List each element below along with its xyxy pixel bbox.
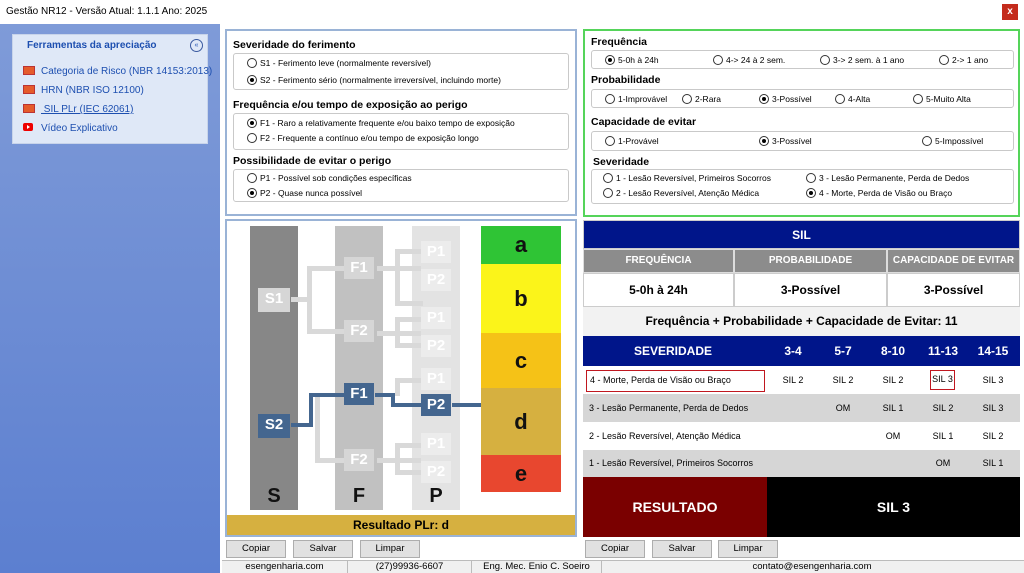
plr-clear-button[interactable]: Limpar <box>360 540 420 558</box>
path-s2 <box>291 423 311 427</box>
radio-icon <box>605 136 615 146</box>
radio-prob-1[interactable]: 1-Improvável <box>605 94 667 104</box>
col-14-15: 14-15 <box>977 344 1009 358</box>
link-s2-p1-h <box>395 378 423 383</box>
cell-3-3: SIL 1 <box>882 403 904 413</box>
row-label-4: 4 - Morte, Perda de Visão ou Braço <box>586 370 765 392</box>
radio-selected-icon <box>247 75 257 85</box>
radio-icon <box>605 94 615 104</box>
sum-line: Frequência + Probabilidade + Capacidade de Evitar: 11 <box>583 307 1020 336</box>
sil-avoid-title: Capacidade de evitar <box>591 116 697 128</box>
radio-prob-5[interactable]: 5-Muito Alta <box>913 94 971 104</box>
radio-icon <box>713 55 723 65</box>
node-p2-a: P2 <box>421 269 451 291</box>
radio-f1[interactable]: F1 - Raro a relativamente frequente e/ou baixo tempo de exposição <box>247 118 515 128</box>
level-d: d <box>481 388 561 455</box>
sidebar-item-hrn[interactable]: HRN (NBR ISO 12100) <box>23 85 144 99</box>
value-frequency: 5-0h à 24h <box>583 273 734 307</box>
cell-2-1 <box>768 422 818 450</box>
sidebar <box>0 24 220 573</box>
sil-clear-button[interactable]: Limpar <box>718 540 778 558</box>
plr-graph-panel <box>225 219 577 537</box>
col-11-13: 11-13 <box>927 344 959 358</box>
level-b: b <box>481 264 561 333</box>
radio-icon <box>247 173 257 183</box>
header-frequency: FREQUÊNCIA <box>583 249 734 273</box>
node-f2-lower: F2 <box>344 449 374 471</box>
cell-3-5: SIL 3 <box>982 403 1004 413</box>
radio-selected-icon <box>759 136 769 146</box>
cell-3-2: OM <box>835 403 851 413</box>
sidebar-item-risk-category[interactable]: Categoria de Risco (NBR 14153:2013) <box>23 66 212 80</box>
radio-icon <box>603 188 613 198</box>
sil-selection-panel <box>583 29 1020 217</box>
col-5-7: 5-7 <box>834 344 852 358</box>
radio-icon <box>682 94 692 104</box>
status-email: contato@esengenharia.com <box>752 561 872 572</box>
radio-icon <box>939 55 949 65</box>
sil-copy-button[interactable]: Copiar <box>585 540 645 558</box>
plr-selection-panel <box>225 29 577 216</box>
possibility-title: Possibilidade de evitar o perigo <box>233 155 392 167</box>
radio-icon <box>913 94 923 104</box>
sil-probability-title: Probabilidade <box>591 74 661 86</box>
row-label-1: 1 - Lesão Reversível, Primeiros Socorros <box>589 458 754 468</box>
plr-copy-button[interactable]: Copiar <box>226 540 286 558</box>
radio-f2[interactable]: F2 - Frequente a contínuo e/ou tempo de exposição longo <box>247 133 479 143</box>
node-p2-c: P2 <box>421 394 451 416</box>
link-s2-f2 <box>315 458 347 463</box>
link-s1-f1 <box>307 266 347 271</box>
radio-s2[interactable]: S2 - Ferimento sério (normalmente irreversível, incluindo morte) <box>247 75 501 85</box>
tools-header[interactable]: Ferramentas da apreciação <box>27 40 157 51</box>
radio-sev-1[interactable]: 1 - Lesão Reversível, Primeiros Socorros <box>603 173 771 183</box>
radio-icon <box>247 133 257 143</box>
level-c: c <box>481 333 561 388</box>
cell-4-2: SIL 2 <box>832 375 854 385</box>
value-avoid: 3-Possível <box>887 273 1020 307</box>
radio-freq-3[interactable]: 3-> 2 sem. à 1 ano <box>820 55 904 65</box>
collapse-icon[interactable]: « <box>190 39 203 52</box>
node-p1-c: P1 <box>421 368 451 390</box>
header-probability: PROBABILIDADE <box>734 249 887 273</box>
tool-icon <box>23 104 35 113</box>
radio-icon <box>922 136 932 146</box>
radio-sev-4[interactable]: 4 - Morte, Perda de Visão ou Braço <box>806 188 952 198</box>
level-a: a <box>481 226 561 264</box>
level-e: e <box>481 455 561 492</box>
close-button[interactable]: x <box>1002 4 1018 20</box>
radio-avoid-5[interactable]: 5-Impossível <box>922 136 983 146</box>
tool-icon <box>23 66 35 75</box>
link-f2b-p2 <box>395 470 423 475</box>
sidebar-item-sil-plr[interactable]: SIL PLr (IEC 62061) <box>23 104 133 118</box>
status-bar <box>222 560 1024 573</box>
radio-icon <box>247 58 257 68</box>
node-s1: S1 <box>258 288 290 312</box>
tools-card <box>12 34 213 144</box>
radio-icon <box>806 173 816 183</box>
path-p2-level <box>452 403 482 407</box>
node-p1-a: P1 <box>421 241 451 263</box>
node-s2: S2 <box>258 414 290 438</box>
row-label-2: 2 - Lesão Reversível, Atenção Médica <box>589 431 741 441</box>
severity-header: SEVERIDADE <box>633 344 713 358</box>
cell-3-1 <box>768 394 818 422</box>
cell-4-5: SIL 3 <box>982 375 1004 385</box>
radio-avoid-3[interactable]: 3-Possível <box>759 136 812 146</box>
link-f2-p1 <box>395 317 423 322</box>
cell-1-3 <box>868 450 918 477</box>
radio-p2[interactable]: P2 - Quase nunca possível <box>247 188 362 198</box>
radio-sev-2[interactable]: 2 - Lesão Reversível, Atenção Médica <box>603 188 759 198</box>
radio-freq-2[interactable]: 2-> 1 ano <box>939 55 988 65</box>
link-f2-p2 <box>395 343 423 348</box>
link-f1-p1 <box>395 249 423 254</box>
frequency-title: Frequência e/ou tempo de exposição ao perigo <box>233 99 468 111</box>
radio-icon <box>820 55 830 65</box>
link-f1-p2 <box>395 301 423 306</box>
sil-severity-title: Severidade <box>593 156 650 168</box>
cell-1-2 <box>818 450 868 477</box>
node-f2-upper: F2 <box>344 320 374 342</box>
path-s2-v <box>309 393 313 427</box>
cell-4-1: SIL 2 <box>782 375 804 385</box>
radio-s1[interactable]: S1 - Ferimento leve (normalmente reversível) <box>247 58 431 68</box>
status-phone: (27)99936-6607 <box>348 561 472 573</box>
row-label-3: 3 - Lesão Permanente, Perda de Dedos <box>589 403 749 413</box>
node-p1-b: P1 <box>421 307 451 329</box>
radio-selected-icon <box>247 118 257 128</box>
plr-save-button[interactable]: Salvar <box>293 540 353 558</box>
link-s2-v <box>315 393 320 463</box>
radio-selected-icon <box>247 188 257 198</box>
cell-2-2 <box>818 422 868 450</box>
tool-icon <box>23 85 35 94</box>
youtube-icon <box>23 123 33 131</box>
cell-4-4: SIL 3 <box>930 370 955 390</box>
col-3-4: 3-4 <box>784 344 802 358</box>
radio-p1[interactable]: P1 - Possível sob condições específicas <box>247 173 412 183</box>
value-probability: 3-Possível <box>734 273 887 307</box>
link-s1-v <box>307 266 312 334</box>
link-s1-f2 <box>307 329 347 334</box>
radio-icon <box>835 94 845 104</box>
plr-result: Resultado PLr: d <box>227 515 575 535</box>
status-site: esengenharia.com <box>222 561 348 573</box>
sil-frequency-title: Frequência <box>591 36 648 48</box>
radio-prob-3[interactable]: 3-Possível <box>759 94 812 104</box>
link-f1-p-v <box>395 249 400 305</box>
node-f1-upper: F1 <box>344 257 374 279</box>
label-p: P <box>429 485 443 507</box>
radio-selected-icon <box>759 94 769 104</box>
cell-4-3: SIL 2 <box>882 375 904 385</box>
cell-2-3: OM <box>885 431 901 441</box>
path-f1-p2 <box>391 403 421 407</box>
label-f: F <box>352 485 366 507</box>
result-value: SIL 3 <box>767 477 1020 537</box>
node-p2-b: P2 <box>421 335 451 357</box>
col-8-10: 8-10 <box>880 344 906 358</box>
window-title: Gestão NR12 - Versão Atual: 1.1.1 Ano: 2025 <box>6 6 208 17</box>
node-p1-d: P1 <box>421 433 451 455</box>
path-s2-f1 <box>309 393 347 397</box>
cell-1-1 <box>768 450 818 477</box>
radio-selected-icon <box>806 188 816 198</box>
severity-title: Severidade do ferimento <box>233 39 356 51</box>
sil-table-panel <box>583 220 1020 537</box>
label-s: S <box>267 485 281 507</box>
sidebar-item-video[interactable]: Vídeo Explicativo <box>23 123 118 137</box>
cell-1-4: OM <box>935 458 951 468</box>
node-p2-d: P2 <box>421 461 451 483</box>
sil-save-button[interactable]: Salvar <box>652 540 712 558</box>
radio-icon <box>603 173 613 183</box>
link-f2b-p1 <box>395 443 423 448</box>
radio-avoid-1[interactable]: 1-Provável <box>605 136 659 146</box>
column-s <box>250 226 298 510</box>
title-bar <box>0 0 1024 24</box>
sil-title: SIL <box>583 220 1020 249</box>
radio-prob-4[interactable]: 4-Alta <box>835 94 870 104</box>
radio-freq-4[interactable]: 4-> 24 à 2 sem. <box>713 55 785 65</box>
node-f1-lower: F1 <box>344 383 374 405</box>
cell-1-5: SIL 1 <box>982 458 1004 468</box>
status-engineer: Eng. Mec. Enio C. Soeiro <box>472 561 602 573</box>
cell-2-5: SIL 2 <box>982 431 1004 441</box>
header-avoid: CAPACIDADE DE EVITAR <box>887 249 1020 273</box>
radio-sev-3[interactable]: 3 - Lesão Permanente, Perda de Dedos <box>806 173 969 183</box>
cell-2-4: SIL 1 <box>932 431 954 441</box>
radio-prob-2[interactable]: 2-Rara <box>682 94 721 104</box>
radio-selected-icon <box>605 55 615 65</box>
result-label: RESULTADO <box>583 477 767 537</box>
cell-3-4: SIL 2 <box>932 403 954 413</box>
radio-freq-5[interactable]: 5-0h à 24h <box>605 55 659 65</box>
